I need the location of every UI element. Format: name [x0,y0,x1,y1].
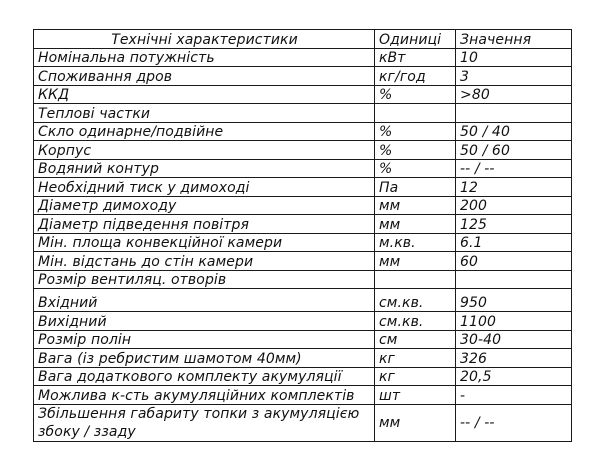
table-row [34,104,572,123]
row-value: -- / -- [456,404,572,441]
row-parameter: Мін. площа конвекційної камери [34,233,375,252]
row-unit: кг [375,349,456,368]
table-row [34,349,572,368]
table-row [34,367,572,386]
row-parameter: Можлива к-сть акумуляційних комплектів [34,386,375,405]
row-parameter: Вага додаткового комплекту акумуляції [34,367,375,386]
row-unit [375,270,456,289]
row-unit: см.кв. [375,312,456,331]
header-units: Одиниці [375,30,456,49]
row-value: 326 [456,349,572,368]
table-row [34,67,572,86]
row-value: 50 / 60 [456,141,572,160]
row-value: 20,5 [456,367,572,386]
row-value: 200 [456,196,572,215]
row-unit: см.кв. [375,289,456,312]
row-unit: % [375,141,456,160]
row-unit: шт [375,386,456,405]
row-unit: кВт [375,48,456,67]
row-value: 6.1 [456,233,572,252]
row-unit: мм [375,196,456,215]
row-unit: кг [375,367,456,386]
header-value: Значення [456,30,572,49]
row-unit: % [375,85,456,104]
table-row [34,215,572,234]
table-row [34,312,572,331]
table-row [34,196,572,215]
row-parameter: Розмір вентиляц. отворів [34,270,375,289]
row-value: -- / -- [456,159,572,178]
row-parameter: Вага (із ребристим шамотом 40мм) [34,349,375,368]
table-row [34,122,572,141]
row-value: 3 [456,67,572,86]
table-row [34,233,572,252]
row-parameter: Збільшення габариту топки з акумуляцією збоку / ззаду [34,404,375,441]
row-unit: мм [375,404,456,441]
row-value: 30-40 [456,330,572,349]
row-parameter: Корпус [34,141,375,160]
row-value [456,104,572,123]
row-parameter: Номінальна потужність [34,48,375,67]
row-value: 12 [456,178,572,197]
table-row [34,404,572,441]
row-parameter: Необхідний тиск у димоході [34,178,375,197]
row-parameter: Вхідний [34,289,375,312]
table-row [34,48,572,67]
row-unit: мм [375,252,456,271]
table-row [34,85,572,104]
table-header-row [34,30,572,49]
table-row [34,178,572,197]
row-unit: кг/год [375,67,456,86]
spec-sheet [33,29,567,442]
row-parameter: Діаметр підведення повітря [34,215,375,234]
row-parameter: Вихідний [34,312,375,331]
technical-specs-table [33,29,572,442]
row-value: 1100 [456,312,572,331]
table-row [34,141,572,160]
header-characteristics: Технічні характеристики [34,30,375,49]
table-row [34,289,572,312]
table-row [34,252,572,271]
row-value: 125 [456,215,572,234]
row-value: - [456,386,572,405]
row-unit: % [375,122,456,141]
row-parameter: Діаметр димоходу [34,196,375,215]
row-value: 950 [456,289,572,312]
row-parameter: Теплові частки [34,104,375,123]
row-unit: мм [375,215,456,234]
row-value: 10 [456,48,572,67]
row-unit: % [375,159,456,178]
row-parameter: Споживання дров [34,67,375,86]
row-parameter: Мін. відстань до стін камери [34,252,375,271]
row-value [456,270,572,289]
row-parameter: Водяний контур [34,159,375,178]
row-parameter: Скло одинарне/подвійне [34,122,375,141]
row-unit: см [375,330,456,349]
table-row [34,330,572,349]
row-value: >80 [456,85,572,104]
table-row [34,270,572,289]
row-unit [375,104,456,123]
row-value: 60 [456,252,572,271]
row-parameter: Розмір полін [34,330,375,349]
row-unit: м.кв. [375,233,456,252]
table-row [34,159,572,178]
row-value: 50 / 40 [456,122,572,141]
row-parameter: ККД [34,85,375,104]
table-row [34,386,572,405]
row-unit: Па [375,178,456,197]
